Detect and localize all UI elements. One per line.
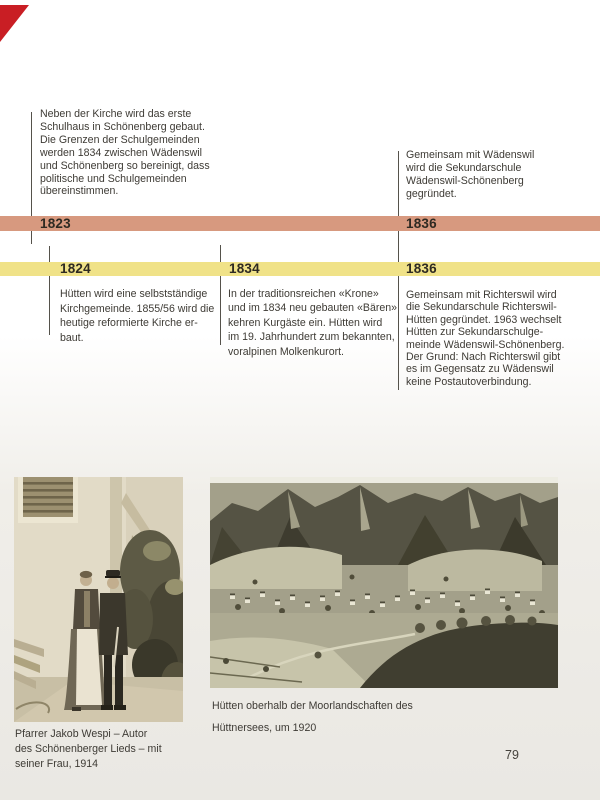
year-label-1836-bottom: 1836 — [406, 261, 437, 276]
year-label-1823: 1823 — [40, 216, 71, 231]
event-text-1834: In der traditionsreichen «Krone» und im 1834 neu gebauten «Bären» kehren Kurgäste ein. Hütten wird im 19. Jahrhundert zum bekannten, voralpinen Molkenkurort. — [228, 288, 398, 358]
timeline-connector-line — [220, 245, 221, 345]
timeline-connector-line — [49, 246, 50, 335]
event-text-1823: Neben der Kirche wird das erste Schulhaus in Schönenberg gebaut. Die Grenzen der Schulgemeinden werden 1834 zwischen Wädenswil und Schönenberg so bereinigt, dass politische und Schulgemeinden übereinstimmen. — [40, 108, 210, 198]
event-text-1824: Hütten wird eine selbstständige Kirchgemeinde. 1855/56 wird die heutige reformierte Kirche er- baut. — [60, 288, 215, 344]
photo-huetten-panorama — [210, 477, 558, 688]
red-corner-icon — [0, 5, 29, 42]
photo-caption-huetten: Hütten oberhalb der Moorlandschaften des Hüttnersees, um 1920 — [212, 700, 413, 734]
year-label-1836-top: 1836 — [406, 216, 437, 231]
page-number: 79 — [505, 748, 519, 762]
photo-caption-wespi: Pfarrer Jakob Wespi – Autor des Schönenberger Lieds – mit seiner Frau, 1914 — [15, 728, 162, 771]
event-text-1836-bottom: Gemeinsam mit Richterswil wird die Sekundarschule Richterswil- Hütten gegründet. 1963 wechselt Hütten zur Sekundarschulge- meinde Wädenswil-Schönenberg. Der Grund: Nach Richterswil gibt es im Gegensatz zu Wädenswil keine Postautoverbindung. — [406, 289, 565, 388]
year-label-1834: 1834 — [229, 261, 260, 276]
year-label-1824: 1824 — [60, 261, 91, 276]
event-text-1836-top: Gemeinsam mit Wädenswil wird die Sekundarschule Wädenswil-Schönenberg gegründet. — [406, 149, 535, 201]
photo-pfarrer-wespi — [14, 477, 183, 722]
timeline-band-top — [0, 216, 600, 231]
